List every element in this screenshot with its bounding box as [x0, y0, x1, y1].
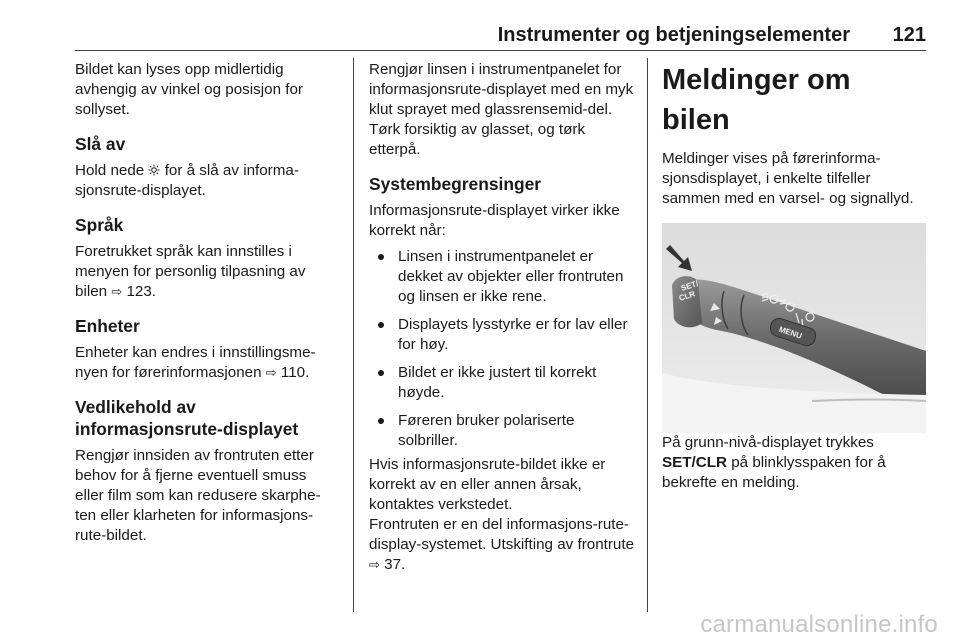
page-ref-arrow-icon: ⇨: [111, 284, 123, 299]
light-sun-icon: [148, 164, 160, 176]
heading-sla-av: Slå av: [75, 134, 126, 154]
instruction-text-before: På grunn-nivå-displayet trykkes: [662, 434, 874, 451]
heading-systembegrensinger: Systembegrensinger: [369, 174, 542, 194]
set-clr-bold-label: SET/CLR: [662, 454, 727, 471]
section-title: Meldinger om bilen: [662, 64, 851, 136]
limitations-list: [369, 247, 635, 451]
column-3: [662, 60, 926, 493]
intro-paragraph: Bildet kan lyses opp midlertidig avhengig av vinkel og posisjon for sollyset.: [75, 61, 303, 118]
contact-workshop-paragraph: Hvis informasjonsrute-bildet ikke er korrekt av en eller annen årsak, kontaktes verkstedet.: [369, 456, 606, 513]
enheter-text: Enheter kan endres i innstillingsme-nyen for førerinformasjonen: [75, 344, 316, 381]
sprak-page-ref[interactable]: 123.: [122, 283, 156, 300]
set-clr-instruction-paragraph: [662, 433, 926, 493]
system-intro-paragraph: Informasjonsrute-displayet virker ikke korrekt når:: [369, 202, 620, 239]
enheter-page-ref[interactable]: 110.: [276, 364, 310, 381]
list-item-text: Linsen i instrumentpanelet er dekket av objekter eller frontruten og linsen er ikke rene.: [398, 248, 624, 305]
sla-av-paragraph: [75, 161, 339, 201]
page-ref-arrow-icon: ⇨: [369, 557, 380, 572]
set-clr-label-line2: CLR: [677, 289, 697, 303]
sla-av-text-after: for å slå av informa-sjonsrute-displayet.: [75, 162, 299, 199]
column-divider-2: [647, 58, 648, 612]
instruction-text-after: på blinklysspaken for å bekrefte en melding.: [662, 454, 886, 491]
column-1: [75, 60, 339, 546]
bullet-icon: [378, 370, 384, 376]
clean-lens-paragraph: Rengjør linsen i instrumentpanelet for informasjonsrute-displayet med en myk klut sprayet med glassrensemid-del. Tørk forsiktig av glasset, og tørk etterpå.: [369, 61, 634, 158]
column-divider-1: [353, 58, 354, 612]
list-item-text: Displayets lysstyrke er for lav eller for høy.: [398, 316, 628, 353]
page-number: 121: [892, 24, 926, 46]
enheter-paragraph: [75, 343, 339, 383]
set-clr-label-line1: SET/: [679, 278, 700, 293]
list-item-text: Føreren bruker polariserte solbriller.: [398, 412, 575, 449]
turn-signal-lever-illustration: [662, 223, 926, 433]
watermark-text: carmanualsonline.info: [700, 611, 938, 638]
bullet-icon: [378, 254, 384, 260]
frontrute-paragraph: [369, 515, 635, 575]
vedlikehold-paragraph: Rengjør innsiden av frontruten etter behov for å fjerne eventuell smuss eller film som kan redusere skarphe-ten eller klarheten for informasjons-rute-bildet.: [75, 447, 321, 544]
list-item: [369, 247, 635, 307]
sprak-paragraph: [75, 242, 339, 302]
sprak-text: Foretrukket språk kan innstilles i menyen for personlig tilpasning av bilen: [75, 243, 306, 300]
messages-intro-paragraph: Meldinger vises på førerinforma-sjonsdisplayet, i enkelte tilfeller sammen med en varsel- og signallyd.: [662, 150, 914, 207]
bullet-icon: [378, 322, 384, 328]
list-item-text: Bildet er ikke justert til korrekt høyde.: [398, 364, 597, 401]
frontrute-page-ref[interactable]: 37.: [379, 556, 406, 573]
heading-sprak: Språk: [75, 215, 124, 235]
frontrute-text: Frontruten er en del informasjons-rute-display-systemet. Utskifting av frontrute: [369, 516, 635, 553]
list-item: [369, 411, 635, 451]
list-item: [369, 315, 635, 355]
header-rule: [75, 50, 926, 51]
page-header-title: Instrumenter og betjeningselementer: [497, 24, 850, 46]
column-2: [369, 60, 635, 575]
page-ref-arrow-icon: ⇨: [265, 365, 277, 380]
heading-vedlikehold: Vedlikehold av informasjonsrute-displayet: [75, 397, 299, 439]
heading-enheter: Enheter: [75, 316, 140, 336]
menu-label: MENU: [777, 324, 804, 341]
bullet-icon: [378, 418, 384, 424]
sla-av-text-before: Hold nede: [75, 162, 149, 179]
list-item: [369, 363, 635, 403]
